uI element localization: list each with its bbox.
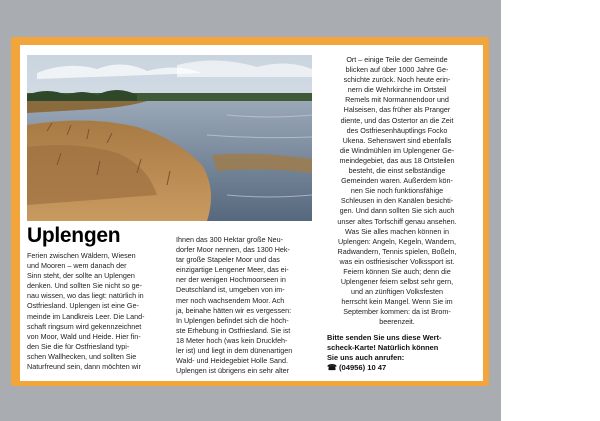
- call-to-action: Bitte senden Sie uns diese Wert- scheck-Karte! Natürlich können Sie uns auch anrufen:: [327, 333, 442, 362]
- article-column-3: Ort – einige Teile der Gemeinde blicken auf über 1000 Jahre Ge- schichte zurück. Noch heute erin- nern die Wehrkirche im Ortsteil Remels mit Normannendoor und Halseisen, das früher als Pranger diente, und das Ostertor an die Zeit des Ostfriesenhäuptlings Focko Ukena. Sehenswert sind ebenfalls die Windmühlen im Uplengener Ge- meindegebiet, das aus 18 Ortsteilen besteht, die einst selbständige Gemeinden waren. Außerdem kön- nen Sie noch funktionsfähige Schleusen in den Kanälen besichti- gen. Und dann sollten Sie sich auch unser altes Torfschiff genau ansehen. Was Sie alles machen können in Uplengen: Angeln, Kegeln, Wandern, Radwandern, Tennis spielen, Boßeln, was ein ostfriesischer Volkssport ist. Feiern können Sie auch; denn die Uplengener feiern selbst sehr gern, und an zünftigen Volksfesten herrscht kein Mangel. Wenn Sie im September kommen: da ist Brom- beerenzeit.: [337, 55, 457, 327]
- article-column-1: Ferien zwischen Wäldern, Wiesen und Mooren – wem danach der Sinn steht, der sollte an Uplengen denken. Und sollten Sie nicht so ge- nau wissen, wo das liegt: natürlich in Ostfriesland. Uplengen ist eine Ge- meinde im Landkreis Leer. Die Land- schaft ringsum wird gekennzeichnet von Moor, Wald und Heide. Hier fin- den Sie die für Ostfriesland typi- schen Wallhecken, und sollten Sie Naturfreund sein, dann möchten wir: [27, 251, 145, 372]
- phone-number: (04956) 10 47: [338, 363, 387, 372]
- phone-number-line: [327, 363, 386, 372]
- landscape-photo: [27, 55, 312, 221]
- article-title: Uplengen: [27, 224, 121, 247]
- telephone-icon: ☎: [327, 363, 337, 372]
- article-column-2: Ihnen das 300 Hektar große Neu- dorfer Moor nennen, das 1300 Hek- tar große Stapeler Moor und das einzigartige Lengener Meer, das ei- ner der wenigen Hochmoorseen in Deutschland ist, umgeben von im- mer noch wachsendem Moor. Ach ja, beinahe hätten wir es vergessen: In Uplengen befindet sich die höch- ste Erhebung in Ostfriesland. Sie ist 18 Meter hoch (was kein Druckfeh- ler ist) und liegt in dem dünenartigen Wald- und Heidegebiet Holle Sand. Uplengen ist übrigens ein sehr alter: [176, 235, 293, 376]
- background-strip: [501, 0, 600, 421]
